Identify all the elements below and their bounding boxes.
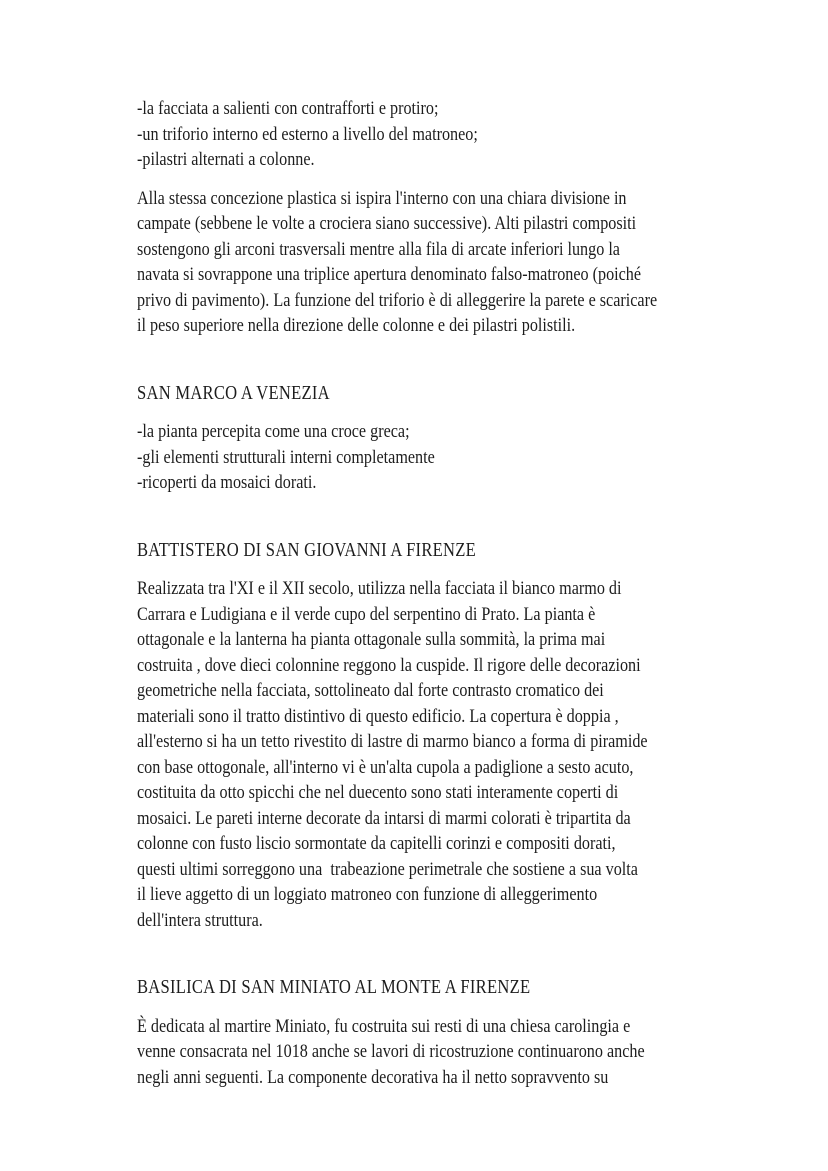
paragraph: [137, 576, 690, 933]
section-heading: BATTISTERO DI SAN GIOVANNI A FIRENZE: [137, 539, 477, 561]
text-line: materiali sono il tratto distintivo di questo edificio. La copertura è doppia ,: [137, 705, 619, 727]
bullet-list: [137, 96, 690, 173]
text-line: privo di pavimento). La funzione del triforio è di alleggerire la parete e scaricare: [137, 289, 658, 311]
text-line: mosaici. Le pareti interne decorate da intarsi di marmi colorati è tripartita da: [137, 807, 631, 829]
text-line: costituita da otto spicchi che nel duecento sono stati interamente coperti di: [137, 782, 619, 803]
text-line: costruita , dove dieci colonnine reggono la cuspide. Il rigore delle decorazioni: [137, 654, 641, 676]
text-line: navata si sovrappone una triplice apertura denominato falso-matroneo (poiché: [137, 264, 642, 285]
text-line: È dedicata al martire Miniato, fu costruita sui resti di una chiesa carolingia e: [137, 1015, 631, 1037]
paragraph: [137, 186, 690, 339]
text-line: sostengono gli arconi trasversali mentre alla fila di arcate inferiori lungo la: [137, 238, 620, 260]
text-line: -un triforio interno ed esterno a livello del matroneo;: [137, 123, 478, 145]
text-line: questi ultimi sorreggono una trabeazione perimetrale che sostiene a sua volta: [137, 858, 638, 880]
section-heading: SAN MARCO A VENEZIA: [137, 382, 330, 404]
text-line: colonne con fusto liscio sormontate da capitelli corinzi e compositi dorati,: [137, 833, 616, 854]
text-line: all'esterno si ha un tetto rivestito di lastre di marmo bianco a forma di piramide: [137, 731, 648, 752]
text-line: campate (sebbene le volte a crociera siano successive). Alti pilastri compositi: [137, 213, 637, 234]
text-line: geometriche nella facciata, sottolineato dal forte contrasto cromatico dei: [137, 680, 604, 701]
text-line: -ricoperti da mosaici dorati.: [137, 472, 317, 493]
text-line: -la facciata a salienti con contrafforti e protiro;: [137, 98, 439, 119]
text-line: -pilastri alternati a colonne.: [137, 149, 315, 170]
text-line: -gli elementi strutturali interni completamente: [137, 446, 435, 468]
text-line: Carrara e Ludigiana e il verde cupo del serpentino di Prato. La pianta è: [137, 603, 596, 625]
text-line: il peso superiore nella direzione delle colonne e dei pilastri polistili.: [137, 315, 576, 336]
text-line: ottagonale e la lanterna ha pianta ottagonale sulla sommità, la prima mai: [137, 629, 606, 650]
text-line: negli anni seguenti. La componente decorativa ha il netto sopravvento su: [137, 1066, 609, 1088]
text-line: -la pianta percepita come una croce greca;: [137, 421, 410, 442]
section-heading: BASILICA DI SAN MINIATO AL MONTE A FIRENZE: [137, 977, 531, 998]
text-line: con base ottogonale, all'interno vi è un'alta cupola a padiglione a sesto acuto,: [137, 756, 634, 778]
text-line: il lieve aggetto di un loggiato matroneo con funzione di alleggerimento: [137, 884, 598, 905]
paragraph: [137, 1014, 690, 1091]
document-body: [137, 96, 690, 1090]
bullet-list: [137, 419, 690, 496]
text-line: Realizzata tra l'XI e il XII secolo, utilizza nella facciata il bianco marmo di: [137, 578, 622, 599]
text-line: venne consacrata nel 1018 anche se lavori di ricostruzione continuarono anche: [137, 1041, 645, 1062]
text-line: Alla stessa concezione plastica si ispira l'interno con una chiara divisione in: [137, 187, 627, 209]
text-line: dell'intera struttura.: [137, 909, 263, 931]
